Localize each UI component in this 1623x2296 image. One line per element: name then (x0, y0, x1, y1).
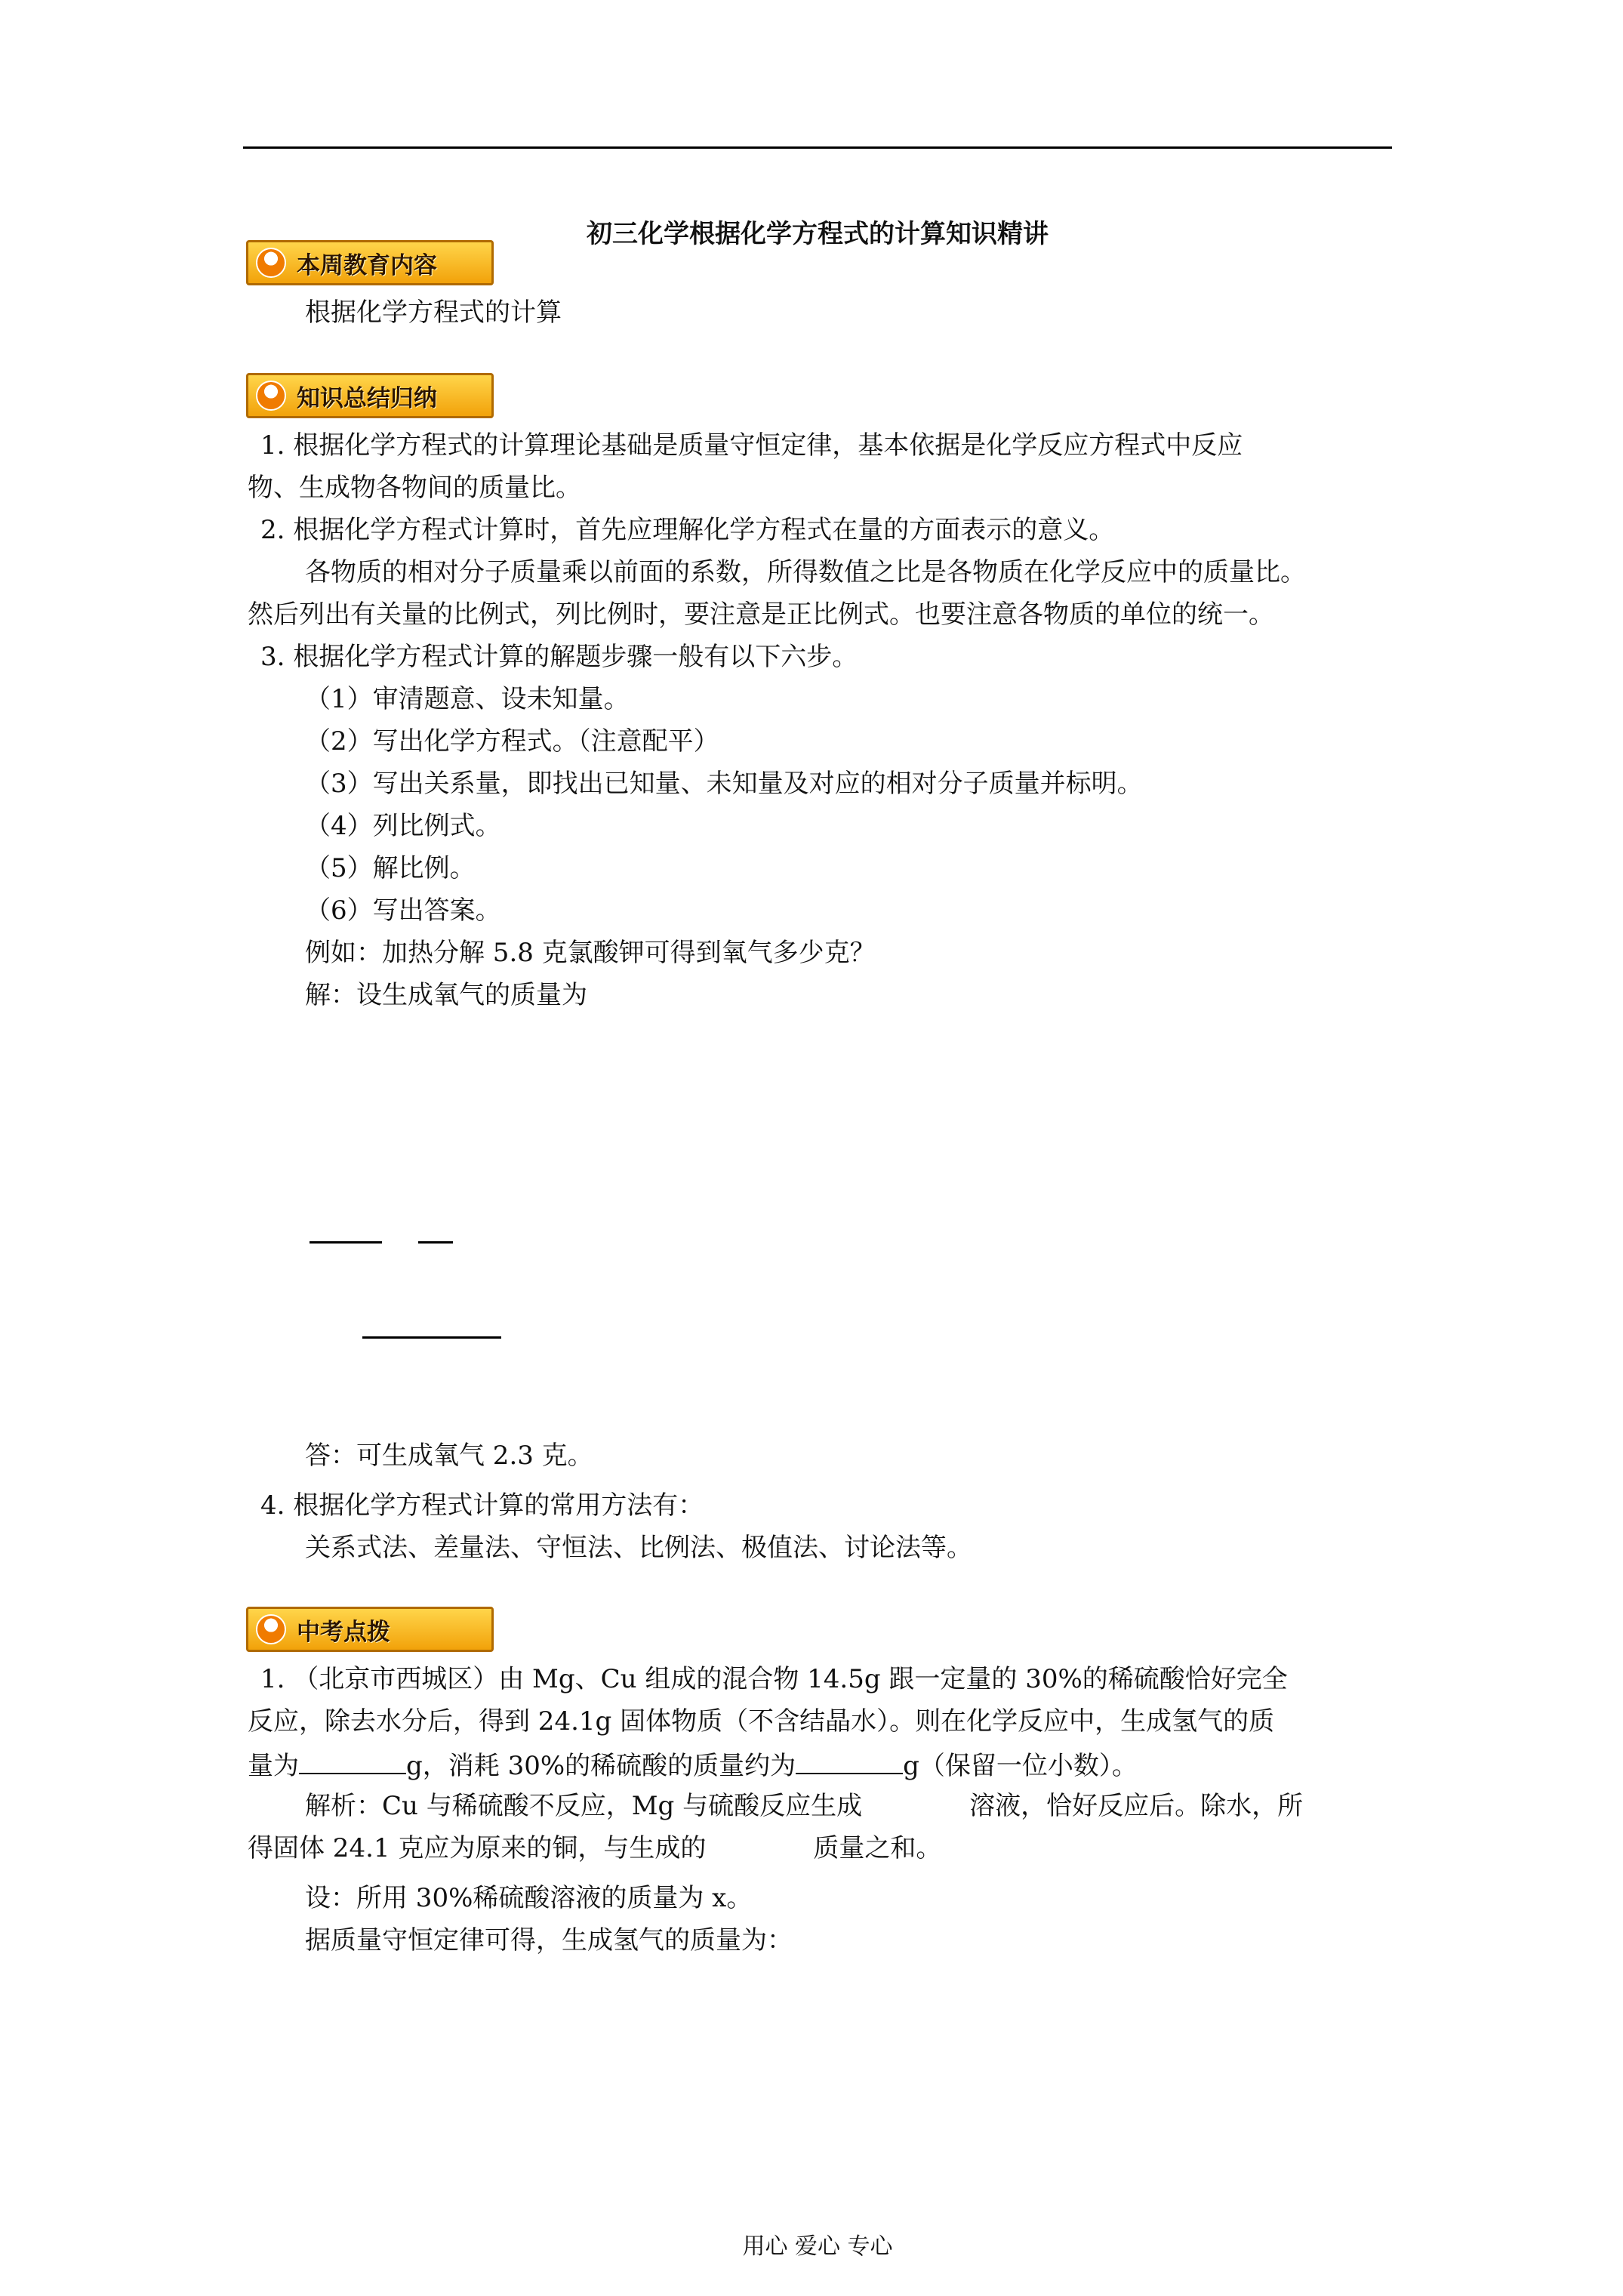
knowledge-p2: 2. 根据化学方程式计算时，首先应理解化学方程式在量的方面表示的意义。 (260, 515, 1115, 545)
content-topic: 根据化学方程式的计算 (305, 297, 562, 328)
knowledge-p1b: 物、生成物各物间的质量比。 (248, 473, 581, 503)
exam-q1c: 量为 g，消耗 30%的稀硫酸的质量约为 g（保留一位小数）。 (248, 1749, 1138, 1781)
methods-list: 关系式法、差量法、守恒法、比例法、极值法、讨论法等。 (305, 1533, 972, 1563)
exam-q1a: 1. （北京市西城区）由 Mg、Cu 组成的混合物 14.5g 跟一定量的 30%的稀硫酸恰好完全 (260, 1664, 1288, 1694)
header-rule (243, 146, 1392, 149)
orange-circle-icon (256, 248, 286, 278)
example-solution: 解：设生成氧气的质量为 (305, 980, 587, 1010)
page-title: 初三化学根据化学方程式的计算知识精讲 (587, 219, 1049, 249)
orange-circle-icon (256, 381, 286, 411)
step-5: （5）解比例。 (305, 853, 476, 883)
section-badge-exam-tips (246, 1607, 494, 1652)
page-footer: 用心 爱心 专心 (742, 2233, 893, 2260)
knowledge-p2c: 然后列出有关量的比例式，列比例时，要注意是正比例式。也要注意各物质的单位的统一。 (248, 599, 1274, 630)
knowledge-p2b: 各物质的相对分子质量乘以前面的系数，所得数值之比是各物质在化学反应中的质量比。 (305, 557, 1306, 587)
step-1: （1）审清题意、设未知量。 (305, 684, 630, 714)
example-answer: 答：可生成氧气 2.3 克。 (305, 1441, 593, 1471)
fraction-line (310, 1241, 382, 1244)
step-4: （4）列比例式。 (305, 811, 501, 841)
fraction-line (362, 1336, 501, 1339)
step-6: （6）写出答案。 (305, 895, 501, 926)
section-badge-weekly-content (246, 240, 494, 285)
analysis-line-2: 得固体 24.1 克应为原来的铜，与生成的 质量之和。 (248, 1833, 942, 1863)
section-label: 中考点拨 (297, 1618, 390, 1646)
knowledge-p1a: 1. 根据化学方程式的计算理论基础是质量守恒定律，基本依据是化学反应方程式中反应 (260, 430, 1243, 461)
knowledge-p3: 3. 根据化学方程式计算的解题步骤一般有以下六步。 (260, 642, 858, 672)
analysis-set: 设：所用 30%稀硫酸溶液的质量为 x。 (305, 1883, 753, 1913)
step-3: （3）写出关系量，即找出已知量、未知量及对应的相对分子质量并标明。 (305, 769, 1143, 799)
section-label: 知识总结归纳 (297, 384, 437, 412)
section-label: 本周教育内容 (297, 251, 437, 279)
answer-blank-hydrogen-mass[interactable] (299, 1749, 406, 1774)
example-question: 例如：加热分解 5.8 克氯酸钾可得到氧气多少克？ (305, 938, 876, 968)
answer-blank-acid-mass[interactable] (796, 1749, 903, 1774)
section-badge-knowledge-summary (246, 373, 494, 418)
knowledge-p4: 4. 根据化学方程式计算的常用方法有： (260, 1490, 704, 1521)
step-2: （2）写出化学方程式。（注意配平） (305, 726, 719, 757)
analysis-law: 据质量守恒定律可得，生成氢气的质量为： (305, 1925, 793, 1955)
analysis-line-1: 解析：Cu 与稀硫酸不反应，Mg 与硫酸反应生成 溶液，恰好反应后。除水，所 (305, 1791, 1304, 1821)
orange-circle-icon (256, 1614, 286, 1644)
exam-q1b: 反应，除去水分后，得到 24.1g 固体物质（不含结晶水）。则在化学反应中，生成氢气的质 (248, 1706, 1275, 1737)
fraction-line (418, 1241, 453, 1244)
